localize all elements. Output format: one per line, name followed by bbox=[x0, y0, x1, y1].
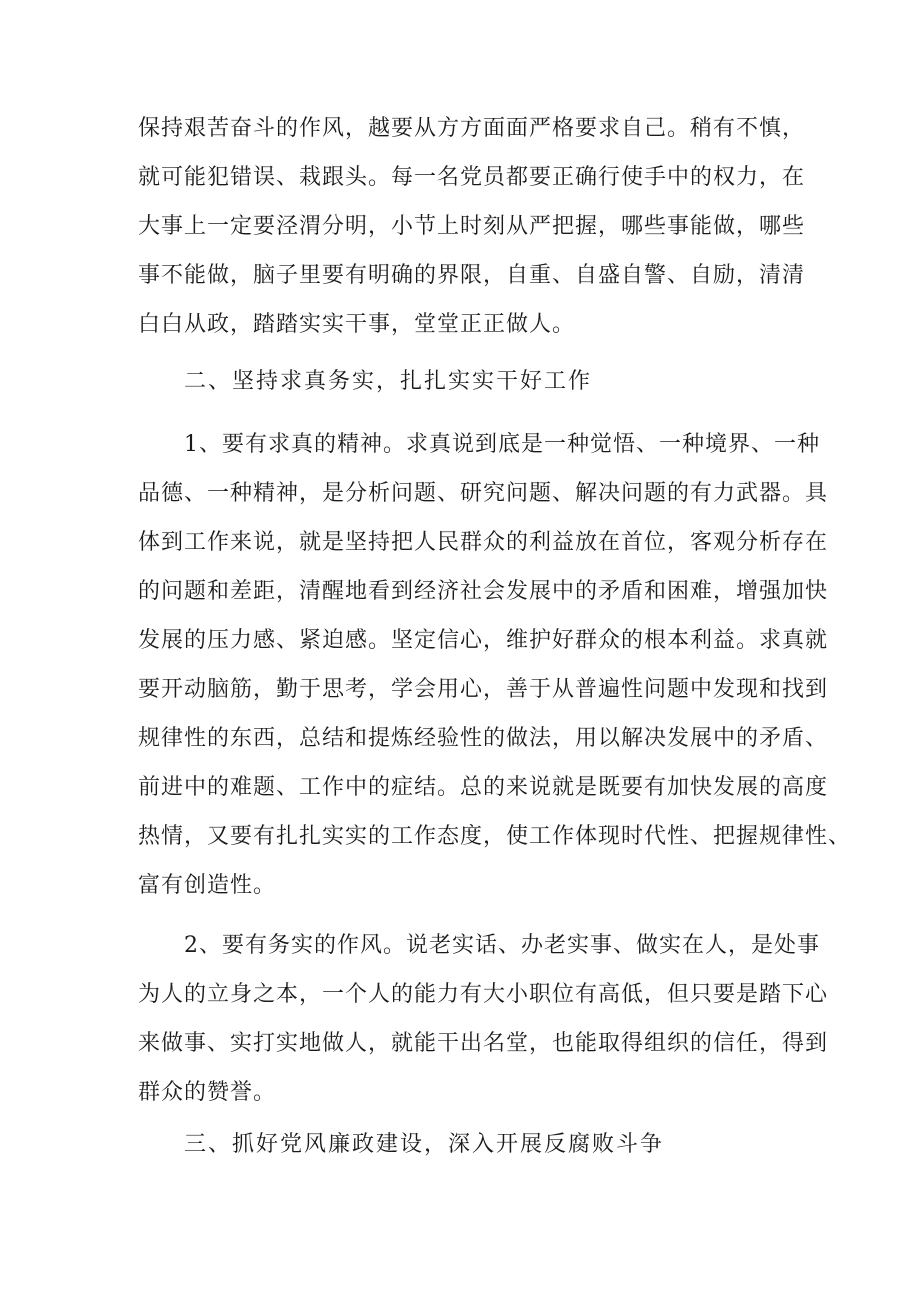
paragraph-line: 就可能犯错误、栽跟头。每一名党员都要正确行使手中的权力，在 bbox=[138, 165, 806, 190]
paragraph-line: 保持艰苦奋斗的作风，越要从方方面面严格要求自己。稍有不慎， bbox=[138, 116, 806, 141]
paragraph-line: 1、要有求真的精神。求真说到底是一种觉悟、一种境界、一种 bbox=[184, 432, 820, 457]
paragraph-line: 2、要有务实的作风。说老实话、办老实事、做实在人，是处事 bbox=[184, 933, 820, 958]
paragraph-line: 的问题和差距，清醒地看到经济社会发展中的矛盾和困难，增强加快 bbox=[138, 579, 829, 604]
paragraph-line: 事不能做，脑子里要有明确的界限，自重、自盛自警、自励，清清 bbox=[138, 263, 806, 288]
paragraph-line: 群众的赞誉。 bbox=[138, 1080, 277, 1105]
paragraph-line: 富有创造性。 bbox=[138, 873, 277, 898]
paragraph-line: 为人的立身之本，一个人的能力有大小职位有高低，但只要是踏下心 bbox=[138, 982, 829, 1007]
paragraph-line: 白白从政，踏踏实实干事，堂堂正正做人。 bbox=[138, 312, 576, 337]
section-heading: 三、抓好党风廉政建设，深入开展反腐败斗争 bbox=[184, 1132, 665, 1157]
paragraph-line: 热情，又要有扎扎实实的工作态度，使工作体现时代性、把握规律性、 bbox=[138, 824, 852, 849]
paragraph-line: 品德、一种精神，是分析问题、研究问题、解决问题的有力武器。具 bbox=[138, 481, 829, 506]
paragraph-line: 大事上一定要泾渭分明，小节上时刻从严把握，哪些事能做，哪些 bbox=[138, 214, 806, 239]
paragraph-line: 规律性的东西，总结和提炼经验性的做法，用以解决发展中的矛盾、 bbox=[138, 726, 829, 751]
paragraph-line: 要开动脑筋，勤于思考，学会用心，善于从普遍性问题中发现和找到 bbox=[138, 677, 829, 702]
paragraph-line: 体到工作来说，就是坚持把人民群众的利益放在首位，客观分析存在 bbox=[138, 530, 829, 555]
paragraph-line: 来做事、实打实地做人，就能干出名堂，也能取得组织的信任，得到 bbox=[138, 1031, 829, 1056]
paragraph-line: 发展的压力感、紧迫感。坚定信心，维护好群众的根本利益。求真就 bbox=[138, 628, 829, 653]
section-heading: 二、坚持求真务实，扎扎实实干好工作 bbox=[184, 369, 593, 394]
paragraph-line: 前进中的难题、工作中的症结。总的来说就是既要有加快发展的高度 bbox=[138, 775, 829, 800]
